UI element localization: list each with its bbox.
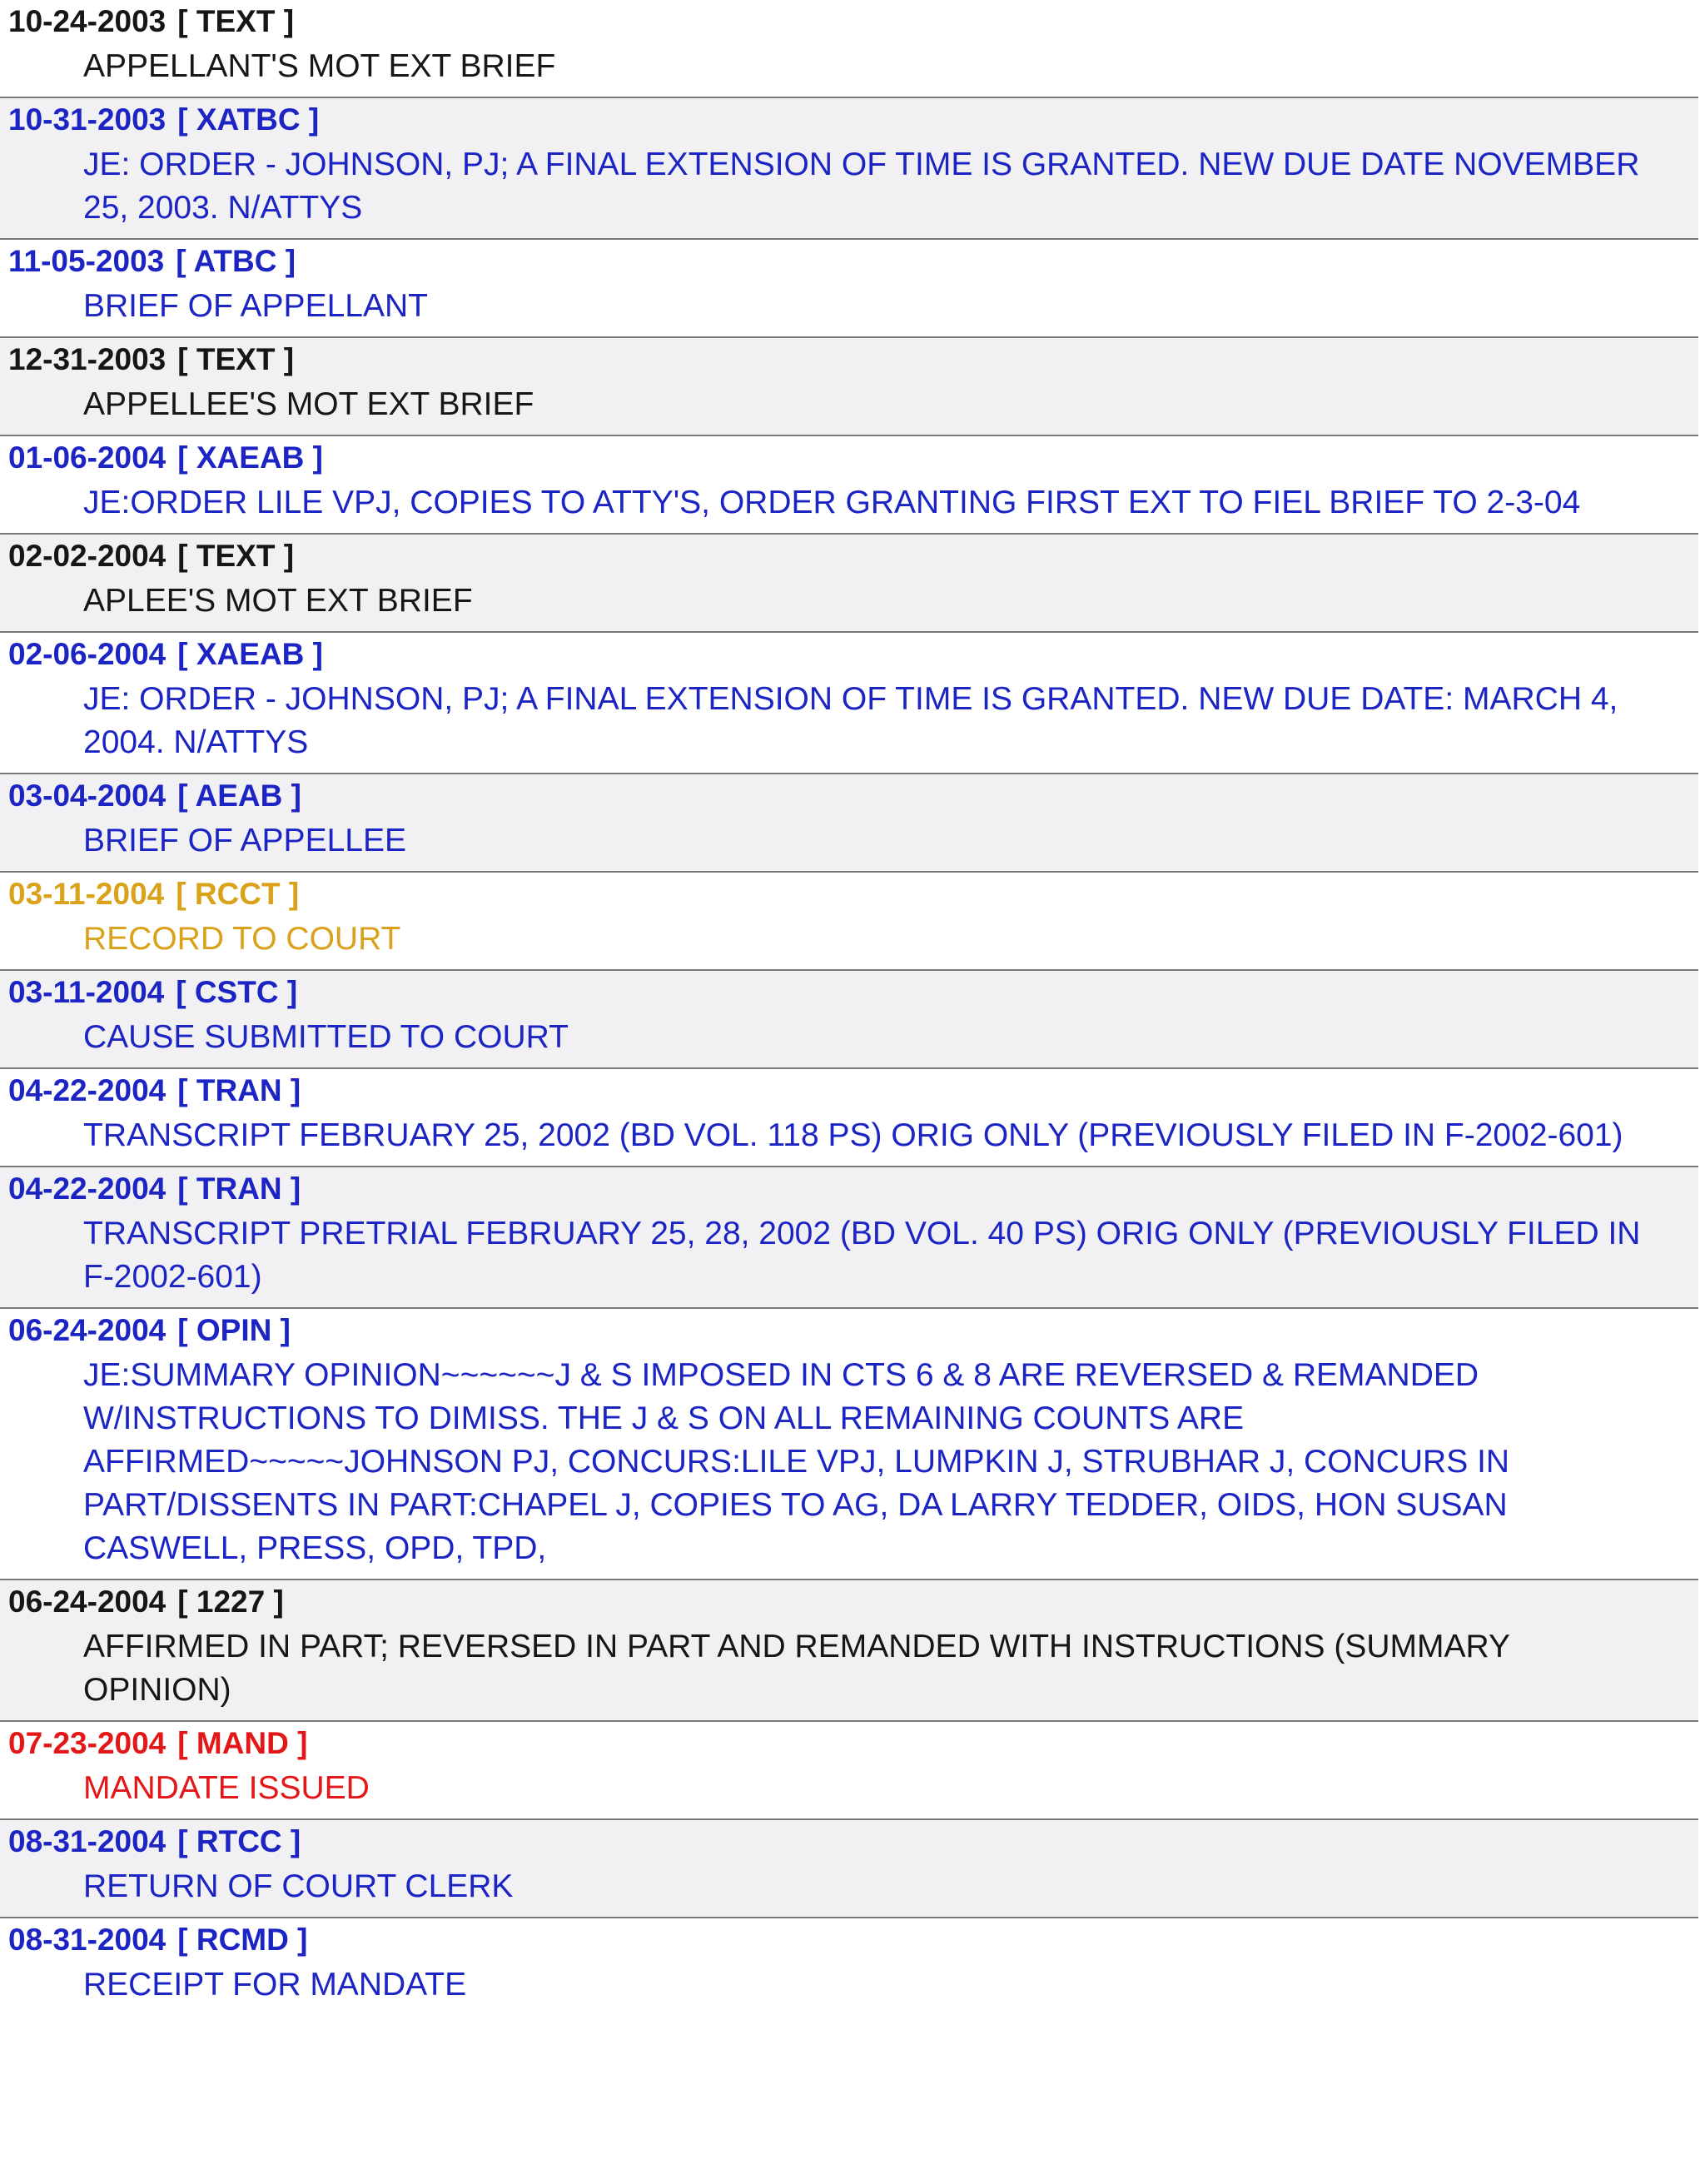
entry-date: 06-24-2004 (8, 1313, 167, 1347)
docket-entry (0, 1722, 1698, 1820)
entry-header (8, 873, 1698, 914)
docket-entry (0, 971, 1698, 1069)
entry-header (8, 1722, 1698, 1764)
entry-description: CAUSE SUBMITTED TO COURT (83, 1019, 569, 1055)
entry-code: [ XATBC ] (177, 102, 320, 137)
entry-code: [ OPIN ] (177, 1313, 291, 1347)
entry-date: 11-05-2003 (8, 244, 165, 278)
entry-code: [ TEXT ] (177, 539, 295, 573)
entry-description: RETURN OF COURT CLERK (83, 1868, 514, 1904)
entry-date: 02-02-2004 (8, 539, 167, 573)
docket-entry (0, 338, 1698, 436)
entry-date: 03-04-2004 (8, 779, 167, 813)
entry-date: 03-11-2004 (8, 877, 165, 911)
docket-entry (0, 1309, 1698, 1580)
entry-code: [ TEXT ] (177, 342, 295, 376)
docket-entry (0, 1069, 1698, 1167)
entry-description: JE:ORDER LILE VPJ, COPIES TO ATTY'S, ORDER GRANTING FIRST EXT TO FIEL BRIEF TO 2-3-04 (83, 485, 1581, 520)
entry-date: 10-24-2003 (8, 4, 167, 38)
docket-entry (0, 1580, 1698, 1722)
entry-code: [ TRAN ] (177, 1073, 301, 1107)
entry-description: BRIEF OF APPELLEE (83, 823, 406, 858)
docket-entry (0, 436, 1698, 535)
docket-entry (0, 98, 1698, 240)
entry-date: 04-22-2004 (8, 1172, 167, 1206)
docket-entry (0, 1820, 1698, 1918)
entry-header (8, 1069, 1698, 1111)
entry-code: [ 1227 ] (177, 1585, 284, 1619)
entry-header (8, 774, 1698, 816)
entry-date: 12-31-2003 (8, 342, 167, 376)
docket-entry (0, 1918, 1698, 2015)
entry-date: 04-22-2004 (8, 1073, 167, 1107)
entry-code: [ TEXT ] (177, 4, 295, 38)
entry-code: [ RCMD ] (177, 1923, 308, 1957)
docket-entry (0, 633, 1698, 774)
entry-code: [ RTCC ] (177, 1824, 301, 1858)
entry-code: [ RCCT ] (176, 877, 300, 911)
entry-code: [ CSTC ] (176, 975, 298, 1009)
entry-header (8, 436, 1698, 478)
entry-description: APPELLEE'S MOT EXT BRIEF (83, 386, 534, 422)
entry-description: BRIEF OF APPELLANT (83, 288, 428, 324)
entry-code: [ XAEAB ] (177, 440, 323, 475)
entry-header (8, 98, 1698, 140)
entry-date: 10-31-2003 (8, 102, 167, 137)
entry-date: 03-11-2004 (8, 975, 165, 1009)
entry-description: TRANSCRIPT PRETRIAL FEBRUARY 25, 28, 2002 (BD VOL. 40 PS) ORIG ONLY (PREVIOUSLY FILED IN F-2002-601) (83, 1216, 1641, 1295)
entry-header (8, 535, 1698, 576)
entry-description: APLEE'S MOT EXT BRIEF (83, 583, 473, 619)
docket-entry (0, 240, 1698, 338)
entry-code: [ XAEAB ] (177, 637, 323, 671)
entry-description: AFFIRMED IN PART; REVERSED IN PART AND REMANDED WITH INSTRUCTIONS (SUMMARY OPINION) (83, 1629, 1510, 1708)
entry-code: [ ATBC ] (176, 244, 296, 278)
entry-date: 08-31-2004 (8, 1923, 167, 1957)
entry-description: JE: ORDER - JOHNSON, PJ; A FINAL EXTENSION OF TIME IS GRANTED. NEW DUE DATE: MARCH 4, 2004. N/ATTYS (83, 681, 1618, 760)
docket-entry (0, 1167, 1698, 1309)
entry-header (8, 1580, 1698, 1622)
entry-date: 06-24-2004 (8, 1585, 167, 1619)
entry-code: [ MAND ] (177, 1726, 308, 1760)
entry-date: 02-06-2004 (8, 637, 167, 671)
entry-date: 07-23-2004 (8, 1726, 167, 1760)
entry-description: TRANSCRIPT FEBRUARY 25, 2002 (BD VOL. 118 PS) ORIG ONLY (PREVIOUSLY FILED IN F-2002-601) (83, 1117, 1623, 1153)
entry-date: 01-06-2004 (8, 440, 167, 475)
entry-header (8, 1167, 1698, 1209)
entry-header (8, 1309, 1698, 1351)
entry-header (8, 240, 1698, 281)
entry-code: [ TRAN ] (177, 1172, 301, 1206)
docket-entry (0, 873, 1698, 971)
docket-entry (0, 0, 1698, 98)
entry-description: APPELLANT'S MOT EXT BRIEF (83, 48, 556, 84)
docket-entry (0, 774, 1698, 873)
entry-header (8, 0, 1698, 42)
entry-description: MANDATE ISSUED (83, 1770, 370, 1806)
entry-description: RECORD TO COURT (83, 921, 401, 957)
entry-date: 08-31-2004 (8, 1824, 167, 1858)
entry-header (8, 338, 1698, 380)
entry-header (8, 1918, 1698, 1960)
entry-description: JE:SUMMARY OPINION~~~~~~J & S IMPOSED IN CTS 6 & 8 ARE REVERSED & REMANDED W/INSTRUCTIONS TO DIMISS. THE J & S ON ALL REMAINING COUNTS ARE AFFIRMED~~~~~JOHNSON PJ, CONCURS:LILE VPJ, LUMPKIN J, STRUBHAR J, CONCURS IN PART/DISSENTS IN PART:CHAPEL J, COPIES TO AG, DA LARRY TEDDER, OIDS, HON SUSAN CASWELL, PRESS, OPD, TPD, (83, 1357, 1510, 1566)
entry-header (8, 971, 1698, 1012)
entry-description: JE: ORDER - JOHNSON, PJ; A FINAL EXTENSION OF TIME IS GRANTED. NEW DUE DATE NOVEMBER 25, 2003. N/ATTYS (83, 147, 1640, 226)
docket-entry (0, 535, 1698, 633)
entry-header (8, 1820, 1698, 1862)
entry-header (8, 633, 1698, 674)
entry-description: RECEIPT FOR MANDATE (83, 1967, 467, 2002)
entry-code: [ AEAB ] (177, 779, 301, 813)
